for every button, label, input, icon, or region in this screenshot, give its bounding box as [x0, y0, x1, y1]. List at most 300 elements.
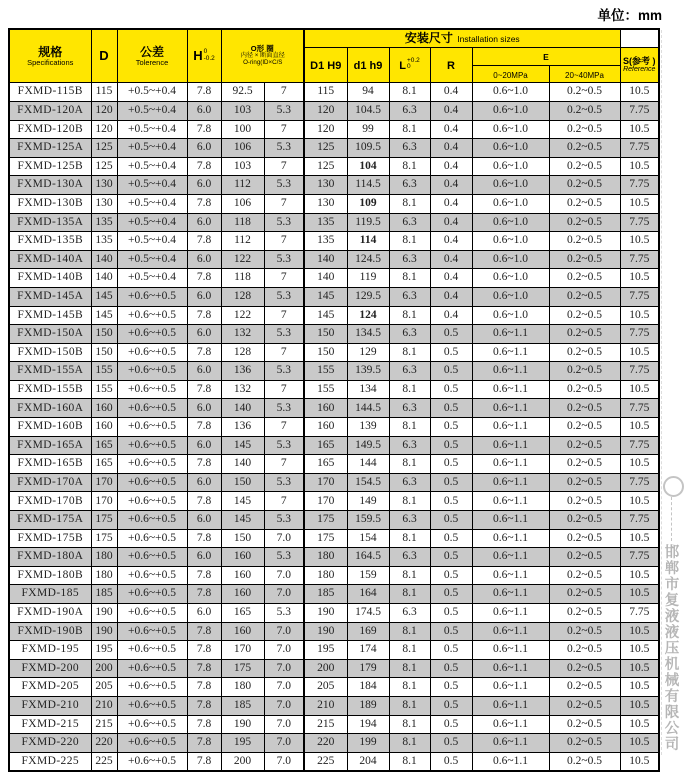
cell-d1-h9-lower: 99: [347, 120, 389, 139]
cell-tolerance: +0.5~+0.4: [117, 176, 187, 195]
cell-l: 6.3: [389, 101, 430, 120]
cell-r: 0.5: [430, 715, 472, 734]
l-tolerance-stack: +0.2 0: [406, 56, 420, 71]
cell-s-reference: 10.5: [620, 83, 659, 102]
cell-oring-id: 103: [221, 101, 264, 120]
cell-e-20-40mpa: 0.2~0.5: [549, 529, 620, 548]
table-row: [9, 585, 659, 604]
cell-h: 7.8: [187, 641, 221, 660]
oring-label-zh: O形 圈: [250, 44, 274, 54]
cell-d: 125: [91, 139, 117, 158]
cell-r: 0.4: [430, 306, 472, 325]
cell-tolerance: +0.5~+0.4: [117, 250, 187, 269]
spec-table-body: [9, 83, 659, 771]
cell-d1-h9-lower: 164: [347, 585, 389, 604]
cell-d: 190: [91, 622, 117, 641]
cell-d1-h9-lower: 159.5: [347, 511, 389, 530]
table-row: [9, 566, 659, 585]
table-header: [9, 29, 659, 83]
cell-spec: FXMD-130A: [9, 176, 91, 195]
cell-l: 8.1: [389, 641, 430, 660]
r-label: R: [447, 59, 455, 72]
cell-oring-cs: 7.0: [264, 566, 304, 585]
table-row: [9, 380, 659, 399]
table-row: [9, 194, 659, 213]
cell-d: 130: [91, 176, 117, 195]
cell-d1-h9-lower: 174.5: [347, 604, 389, 623]
table-row: [9, 176, 659, 195]
cell-h: 7.8: [187, 455, 221, 474]
cell-l: 8.1: [389, 696, 430, 715]
cell-e-20-40mpa: 0.2~0.5: [549, 752, 620, 771]
cell-spec: FXMD-145B: [9, 306, 91, 325]
cell-spec: FXMD-180A: [9, 548, 91, 567]
spec-label-zh: 规格: [38, 44, 63, 59]
cell-d1-h9-lower: 184: [347, 678, 389, 697]
cell-e-20-40mpa: 0.2~0.5: [549, 343, 620, 362]
cell-l: 8.1: [389, 492, 430, 511]
spec-table: [8, 28, 660, 772]
cell-s-reference: 7.75: [620, 325, 659, 344]
table-row: [9, 269, 659, 288]
cell-d: 155: [91, 380, 117, 399]
table-row: [9, 399, 659, 418]
cell-d1-h9: 140: [304, 269, 347, 288]
cell-e-0-20mpa: 0.6~1.1: [472, 696, 549, 715]
cell-h: 6.0: [187, 287, 221, 306]
cell-e-0-20mpa: 0.6~1.1: [472, 622, 549, 641]
cell-e-0-20mpa: 0.6~1.0: [472, 157, 549, 176]
cell-d: 225: [91, 752, 117, 771]
cell-e-20-40mpa: 0.2~0.5: [549, 473, 620, 492]
cell-d1-h9-lower: 149: [347, 492, 389, 511]
cell-l: 8.1: [389, 529, 430, 548]
cell-s-reference: 10.5: [620, 659, 659, 678]
cell-d1-h9: 135: [304, 213, 347, 232]
cell-oring-cs: 7: [264, 157, 304, 176]
cell-d: 190: [91, 604, 117, 623]
cell-tolerance: +0.6~+0.5: [117, 715, 187, 734]
cell-r: 0.5: [430, 343, 472, 362]
table-row: [9, 659, 659, 678]
cell-l: 8.1: [389, 455, 430, 474]
cell-e-20-40mpa: 0.2~0.5: [549, 604, 620, 623]
cell-s-reference: 7.75: [620, 604, 659, 623]
cell-d1-h9: 175: [304, 529, 347, 548]
cell-e-0-20mpa: 0.6~1.0: [472, 213, 549, 232]
cell-oring-cs: 5.3: [264, 139, 304, 158]
cell-spec: FXMD-155A: [9, 362, 91, 381]
cell-d: 215: [91, 715, 117, 734]
cell-d1-h9: 175: [304, 511, 347, 530]
cell-d: 135: [91, 232, 117, 251]
cell-oring-id: 190: [221, 715, 264, 734]
col-header-r: [430, 47, 472, 83]
cell-s-reference: 7.75: [620, 399, 659, 418]
cell-spec: FXMD-150B: [9, 343, 91, 362]
cell-d1-h9: 125: [304, 157, 347, 176]
unit-label: 单位：mm: [597, 8, 662, 23]
cell-spec: FXMD-175B: [9, 529, 91, 548]
cell-e-0-20mpa: 0.6~1.0: [472, 101, 549, 120]
cell-e-20-40mpa: 0.2~0.5: [549, 399, 620, 418]
cell-tolerance: +0.6~+0.5: [117, 585, 187, 604]
d-label: D: [99, 47, 109, 63]
cell-h: 7.8: [187, 696, 221, 715]
table-row: [9, 343, 659, 362]
cell-tolerance: +0.5~+0.4: [117, 120, 187, 139]
margin-dashed-line: [661, 30, 662, 755]
cell-d1-h9-lower: 114: [347, 232, 389, 251]
cell-tolerance: +0.5~+0.4: [117, 83, 187, 102]
cell-d: 160: [91, 399, 117, 418]
cell-spec: FXMD-120A: [9, 101, 91, 120]
cell-e-20-40mpa: 0.2~0.5: [549, 287, 620, 306]
cell-d1-h9-lower: 154: [347, 529, 389, 548]
cell-spec: FXMD-115B: [9, 83, 91, 102]
cell-s-reference: 7.75: [620, 250, 659, 269]
cell-d1-h9: 205: [304, 678, 347, 697]
cell-e-20-40mpa: 0.2~0.5: [549, 101, 620, 120]
cell-tolerance: +0.6~+0.5: [117, 325, 187, 344]
cell-r: 0.4: [430, 287, 472, 306]
col-header-l: [389, 47, 430, 83]
cell-r: 0.5: [430, 622, 472, 641]
cell-oring-cs: 7.0: [264, 641, 304, 660]
cell-h: 6.0: [187, 213, 221, 232]
e-low-label: 0~20MPa: [493, 70, 528, 80]
oring-label-dims: 内径 × 断面直径: [240, 52, 285, 60]
cell-s-reference: 7.75: [620, 473, 659, 492]
cell-tolerance: +0.5~+0.4: [117, 101, 187, 120]
install-label-zh: 安装尺寸: [404, 31, 453, 45]
cell-l: 6.3: [389, 139, 430, 158]
cell-e-0-20mpa: 0.6~1.1: [472, 436, 549, 455]
cell-spec: FXMD-180B: [9, 566, 91, 585]
cell-h: 7.8: [187, 585, 221, 604]
cell-oring-id: 106: [221, 194, 264, 213]
table-row: [9, 548, 659, 567]
cell-oring-cs: 7: [264, 194, 304, 213]
cell-oring-id: 185: [221, 696, 264, 715]
cell-d1-h9-lower: 134.5: [347, 325, 389, 344]
cell-oring-cs: 7: [264, 492, 304, 511]
cell-oring-cs: 7.0: [264, 678, 304, 697]
cell-d1-h9: 130: [304, 194, 347, 213]
cell-d: 210: [91, 696, 117, 715]
cell-oring-cs: 5.3: [264, 250, 304, 269]
cell-r: 0.4: [430, 157, 472, 176]
cell-e-0-20mpa: 0.6~1.1: [472, 325, 549, 344]
table-row: [9, 473, 659, 492]
cell-l: 6.3: [389, 325, 430, 344]
cell-spec: FXMD-220: [9, 734, 91, 753]
cell-s-reference: 7.75: [620, 511, 659, 530]
cell-oring-cs: 5.3: [264, 436, 304, 455]
cell-oring-id: 140: [221, 455, 264, 474]
cell-d1-h9-lower: 139.5: [347, 362, 389, 381]
l-label: L: [399, 59, 406, 72]
cell-oring-cs: 5.3: [264, 362, 304, 381]
cell-tolerance: +0.6~+0.5: [117, 343, 187, 362]
cell-d1-h9: 210: [304, 696, 347, 715]
col-header-tolerance: [117, 29, 187, 83]
cell-l: 6.3: [389, 399, 430, 418]
cell-oring-id: 160: [221, 566, 264, 585]
cell-oring-cs: 5.3: [264, 287, 304, 306]
cell-d1-h9-lower: 104: [347, 157, 389, 176]
cell-h: 6.0: [187, 325, 221, 344]
cell-oring-cs: 7: [264, 306, 304, 325]
cell-d1-h9: 130: [304, 176, 347, 195]
cell-l: 8.1: [389, 232, 430, 251]
cell-d1-h9-lower: 109: [347, 194, 389, 213]
cell-h: 7.8: [187, 83, 221, 102]
table-row: [9, 678, 659, 697]
cell-l: 8.1: [389, 194, 430, 213]
cell-d1-h9-lower: 119: [347, 269, 389, 288]
cell-spec: FXMD-160A: [9, 399, 91, 418]
d1h9-lower-label: d1 h9: [353, 59, 383, 72]
cell-oring-id: 145: [221, 436, 264, 455]
cell-d1-h9-lower: 144.5: [347, 399, 389, 418]
table-row: [9, 232, 659, 251]
cell-s-reference: 7.75: [620, 436, 659, 455]
table-row: [9, 492, 659, 511]
cell-e-0-20mpa: 0.6~1.0: [472, 306, 549, 325]
cell-s-reference: 7.75: [620, 139, 659, 158]
cell-s-reference: 7.75: [620, 101, 659, 120]
cell-tolerance: +0.6~+0.5: [117, 473, 187, 492]
cell-d1-h9: 190: [304, 604, 347, 623]
cell-r: 0.5: [430, 455, 472, 474]
col-header-spec: [9, 29, 91, 83]
cell-e-20-40mpa: 0.2~0.5: [549, 548, 620, 567]
cell-oring-cs: 7.0: [264, 585, 304, 604]
cell-h: 7.8: [187, 734, 221, 753]
cell-d: 200: [91, 659, 117, 678]
cell-l: 8.1: [389, 306, 430, 325]
cell-d1-h9: 125: [304, 139, 347, 158]
cell-d1-h9: 180: [304, 566, 347, 585]
cell-h: 6.0: [187, 436, 221, 455]
cell-spec: FXMD-210: [9, 696, 91, 715]
table-row: [9, 436, 659, 455]
cell-r: 0.5: [430, 362, 472, 381]
cell-spec: FXMD-165A: [9, 436, 91, 455]
cell-h: 7.8: [187, 380, 221, 399]
cell-oring-cs: 7: [264, 232, 304, 251]
cell-e-0-20mpa: 0.6~1.1: [472, 380, 549, 399]
cell-e-0-20mpa: 0.6~1.1: [472, 529, 549, 548]
cell-tolerance: +0.6~+0.5: [117, 752, 187, 771]
cell-h: 7.8: [187, 157, 221, 176]
cell-spec: FXMD-155B: [9, 380, 91, 399]
cell-e-20-40mpa: 0.2~0.5: [549, 120, 620, 139]
col-header-d1h9-lower: [347, 47, 389, 83]
cell-e-20-40mpa: 0.2~0.5: [549, 213, 620, 232]
cell-spec: FXMD-195: [9, 641, 91, 660]
cell-d1-h9: 170: [304, 492, 347, 511]
cell-e-20-40mpa: 0.2~0.5: [549, 306, 620, 325]
table-row: [9, 734, 659, 753]
table-row: [9, 604, 659, 623]
cell-h: 6.0: [187, 250, 221, 269]
cell-s-reference: 10.5: [620, 734, 659, 753]
cell-l: 6.3: [389, 287, 430, 306]
cell-e-20-40mpa: 0.2~0.5: [549, 418, 620, 437]
cell-oring-id: 140: [221, 399, 264, 418]
cell-e-20-40mpa: 0.2~0.5: [549, 585, 620, 604]
cell-oring-id: 122: [221, 306, 264, 325]
cell-oring-id: 128: [221, 343, 264, 362]
cell-e-0-20mpa: 0.6~1.1: [472, 362, 549, 381]
cell-tolerance: +0.6~+0.5: [117, 455, 187, 474]
cell-e-20-40mpa: 0.2~0.5: [549, 157, 620, 176]
cell-d: 195: [91, 641, 117, 660]
cell-e-0-20mpa: 0.6~1.1: [472, 492, 549, 511]
cell-tolerance: +0.6~+0.5: [117, 734, 187, 753]
cell-d: 165: [91, 455, 117, 474]
cell-e-0-20mpa: 0.6~1.1: [472, 678, 549, 697]
watermark-connector-line: [671, 497, 672, 541]
cell-spec: FXMD-140B: [9, 269, 91, 288]
cell-tolerance: +0.5~+0.4: [117, 194, 187, 213]
table-row: [9, 418, 659, 437]
cell-e-0-20mpa: 0.6~1.1: [472, 659, 549, 678]
col-header-s: [620, 47, 659, 83]
cell-r: 0.4: [430, 194, 472, 213]
cell-tolerance: +0.6~+0.5: [117, 696, 187, 715]
cell-oring-id: 132: [221, 380, 264, 399]
cell-e-0-20mpa: 0.6~1.0: [472, 287, 549, 306]
cell-l: 8.1: [389, 715, 430, 734]
cell-oring-id: 118: [221, 269, 264, 288]
cell-oring-cs: 7.0: [264, 659, 304, 678]
cell-spec: FXMD-190A: [9, 604, 91, 623]
cell-l: 8.1: [389, 734, 430, 753]
cell-l: 8.1: [389, 659, 430, 678]
cell-s-reference: 10.5: [620, 157, 659, 176]
cell-l: 8.1: [389, 585, 430, 604]
s-label-en: Reference: [623, 66, 656, 74]
cell-l: 6.3: [389, 436, 430, 455]
cell-d1-h9: 135: [304, 232, 347, 251]
cell-d1-h9: 185: [304, 585, 347, 604]
cell-l: 6.3: [389, 213, 430, 232]
col-header-e: [472, 47, 620, 65]
h-tolerance-stack: 0 -0.2: [203, 48, 215, 62]
cell-r: 0.5: [430, 399, 472, 418]
col-header-oring: [221, 29, 304, 83]
cell-e-20-40mpa: 0.2~0.5: [549, 380, 620, 399]
cell-oring-cs: 7: [264, 120, 304, 139]
cell-oring-id: 150: [221, 473, 264, 492]
cell-e-0-20mpa: 0.6~1.1: [472, 641, 549, 660]
cell-d: 165: [91, 436, 117, 455]
cell-d: 170: [91, 492, 117, 511]
cell-tolerance: +0.5~+0.4: [117, 269, 187, 288]
cell-d1-h9: 220: [304, 734, 347, 753]
cell-oring-id: 165: [221, 604, 264, 623]
d1h9-label: D1 H9: [310, 59, 342, 72]
cell-s-reference: 10.5: [620, 343, 659, 362]
table-row: [9, 250, 659, 269]
table-row: [9, 362, 659, 381]
cell-d1-h9: 165: [304, 455, 347, 474]
cell-oring-cs: 5.3: [264, 399, 304, 418]
table-row: [9, 715, 659, 734]
table-row: [9, 529, 659, 548]
cell-r: 0.4: [430, 232, 472, 251]
cell-e-0-20mpa: 0.6~1.0: [472, 139, 549, 158]
cell-r: 0.5: [430, 548, 472, 567]
cell-tolerance: +0.6~+0.5: [117, 511, 187, 530]
cell-e-20-40mpa: 0.2~0.5: [549, 715, 620, 734]
table-row: [9, 696, 659, 715]
cell-e-20-40mpa: 0.2~0.5: [549, 641, 620, 660]
cell-h: 6.0: [187, 548, 221, 567]
cell-oring-id: 136: [221, 362, 264, 381]
cell-spec: FXMD-125A: [9, 139, 91, 158]
table-row: [9, 752, 659, 771]
cell-e-0-20mpa: 0.6~1.0: [472, 250, 549, 269]
cell-d1-h9: 120: [304, 120, 347, 139]
cell-d: 170: [91, 473, 117, 492]
col-header-h: [187, 29, 221, 83]
cell-oring-id: 132: [221, 325, 264, 344]
cell-d: 140: [91, 269, 117, 288]
cell-h: 6.0: [187, 176, 221, 195]
cell-h: 7.8: [187, 194, 221, 213]
cell-h: 6.0: [187, 101, 221, 120]
cell-oring-id: 128: [221, 287, 264, 306]
cell-d1-h9: 190: [304, 622, 347, 641]
cell-tolerance: +0.6~+0.5: [117, 492, 187, 511]
cell-l: 6.3: [389, 604, 430, 623]
cell-oring-id: 112: [221, 232, 264, 251]
cell-h: 6.0: [187, 139, 221, 158]
cell-e-20-40mpa: 0.2~0.5: [549, 455, 620, 474]
cell-oring-cs: 7: [264, 380, 304, 399]
cell-spec: FXMD-215: [9, 715, 91, 734]
cell-d: 160: [91, 418, 117, 437]
cell-oring-id: 150: [221, 529, 264, 548]
cell-oring-id: 160: [221, 548, 264, 567]
cell-d1-h9: 225: [304, 752, 347, 771]
cell-tolerance: +0.6~+0.5: [117, 287, 187, 306]
cell-d: 145: [91, 287, 117, 306]
cell-r: 0.5: [430, 678, 472, 697]
cell-s-reference: 10.5: [620, 120, 659, 139]
cell-oring-id: 160: [221, 622, 264, 641]
cell-s-reference: 10.5: [620, 641, 659, 660]
cell-h: 7.8: [187, 232, 221, 251]
cell-s-reference: 10.5: [620, 194, 659, 213]
cell-e-0-20mpa: 0.6~1.1: [472, 399, 549, 418]
cell-l: 8.1: [389, 752, 430, 771]
e-high-label: 20~40MPa: [565, 70, 604, 80]
table-row: [9, 622, 659, 641]
cell-l: 6.3: [389, 473, 430, 492]
cell-d1-h9-lower: 114.5: [347, 176, 389, 195]
cell-l: 8.1: [389, 343, 430, 362]
cell-oring-cs: 5.3: [264, 101, 304, 120]
cell-d1-h9: 155: [304, 380, 347, 399]
table-row: [9, 83, 659, 102]
cell-h: 7.8: [187, 306, 221, 325]
cell-spec: FXMD-130B: [9, 194, 91, 213]
